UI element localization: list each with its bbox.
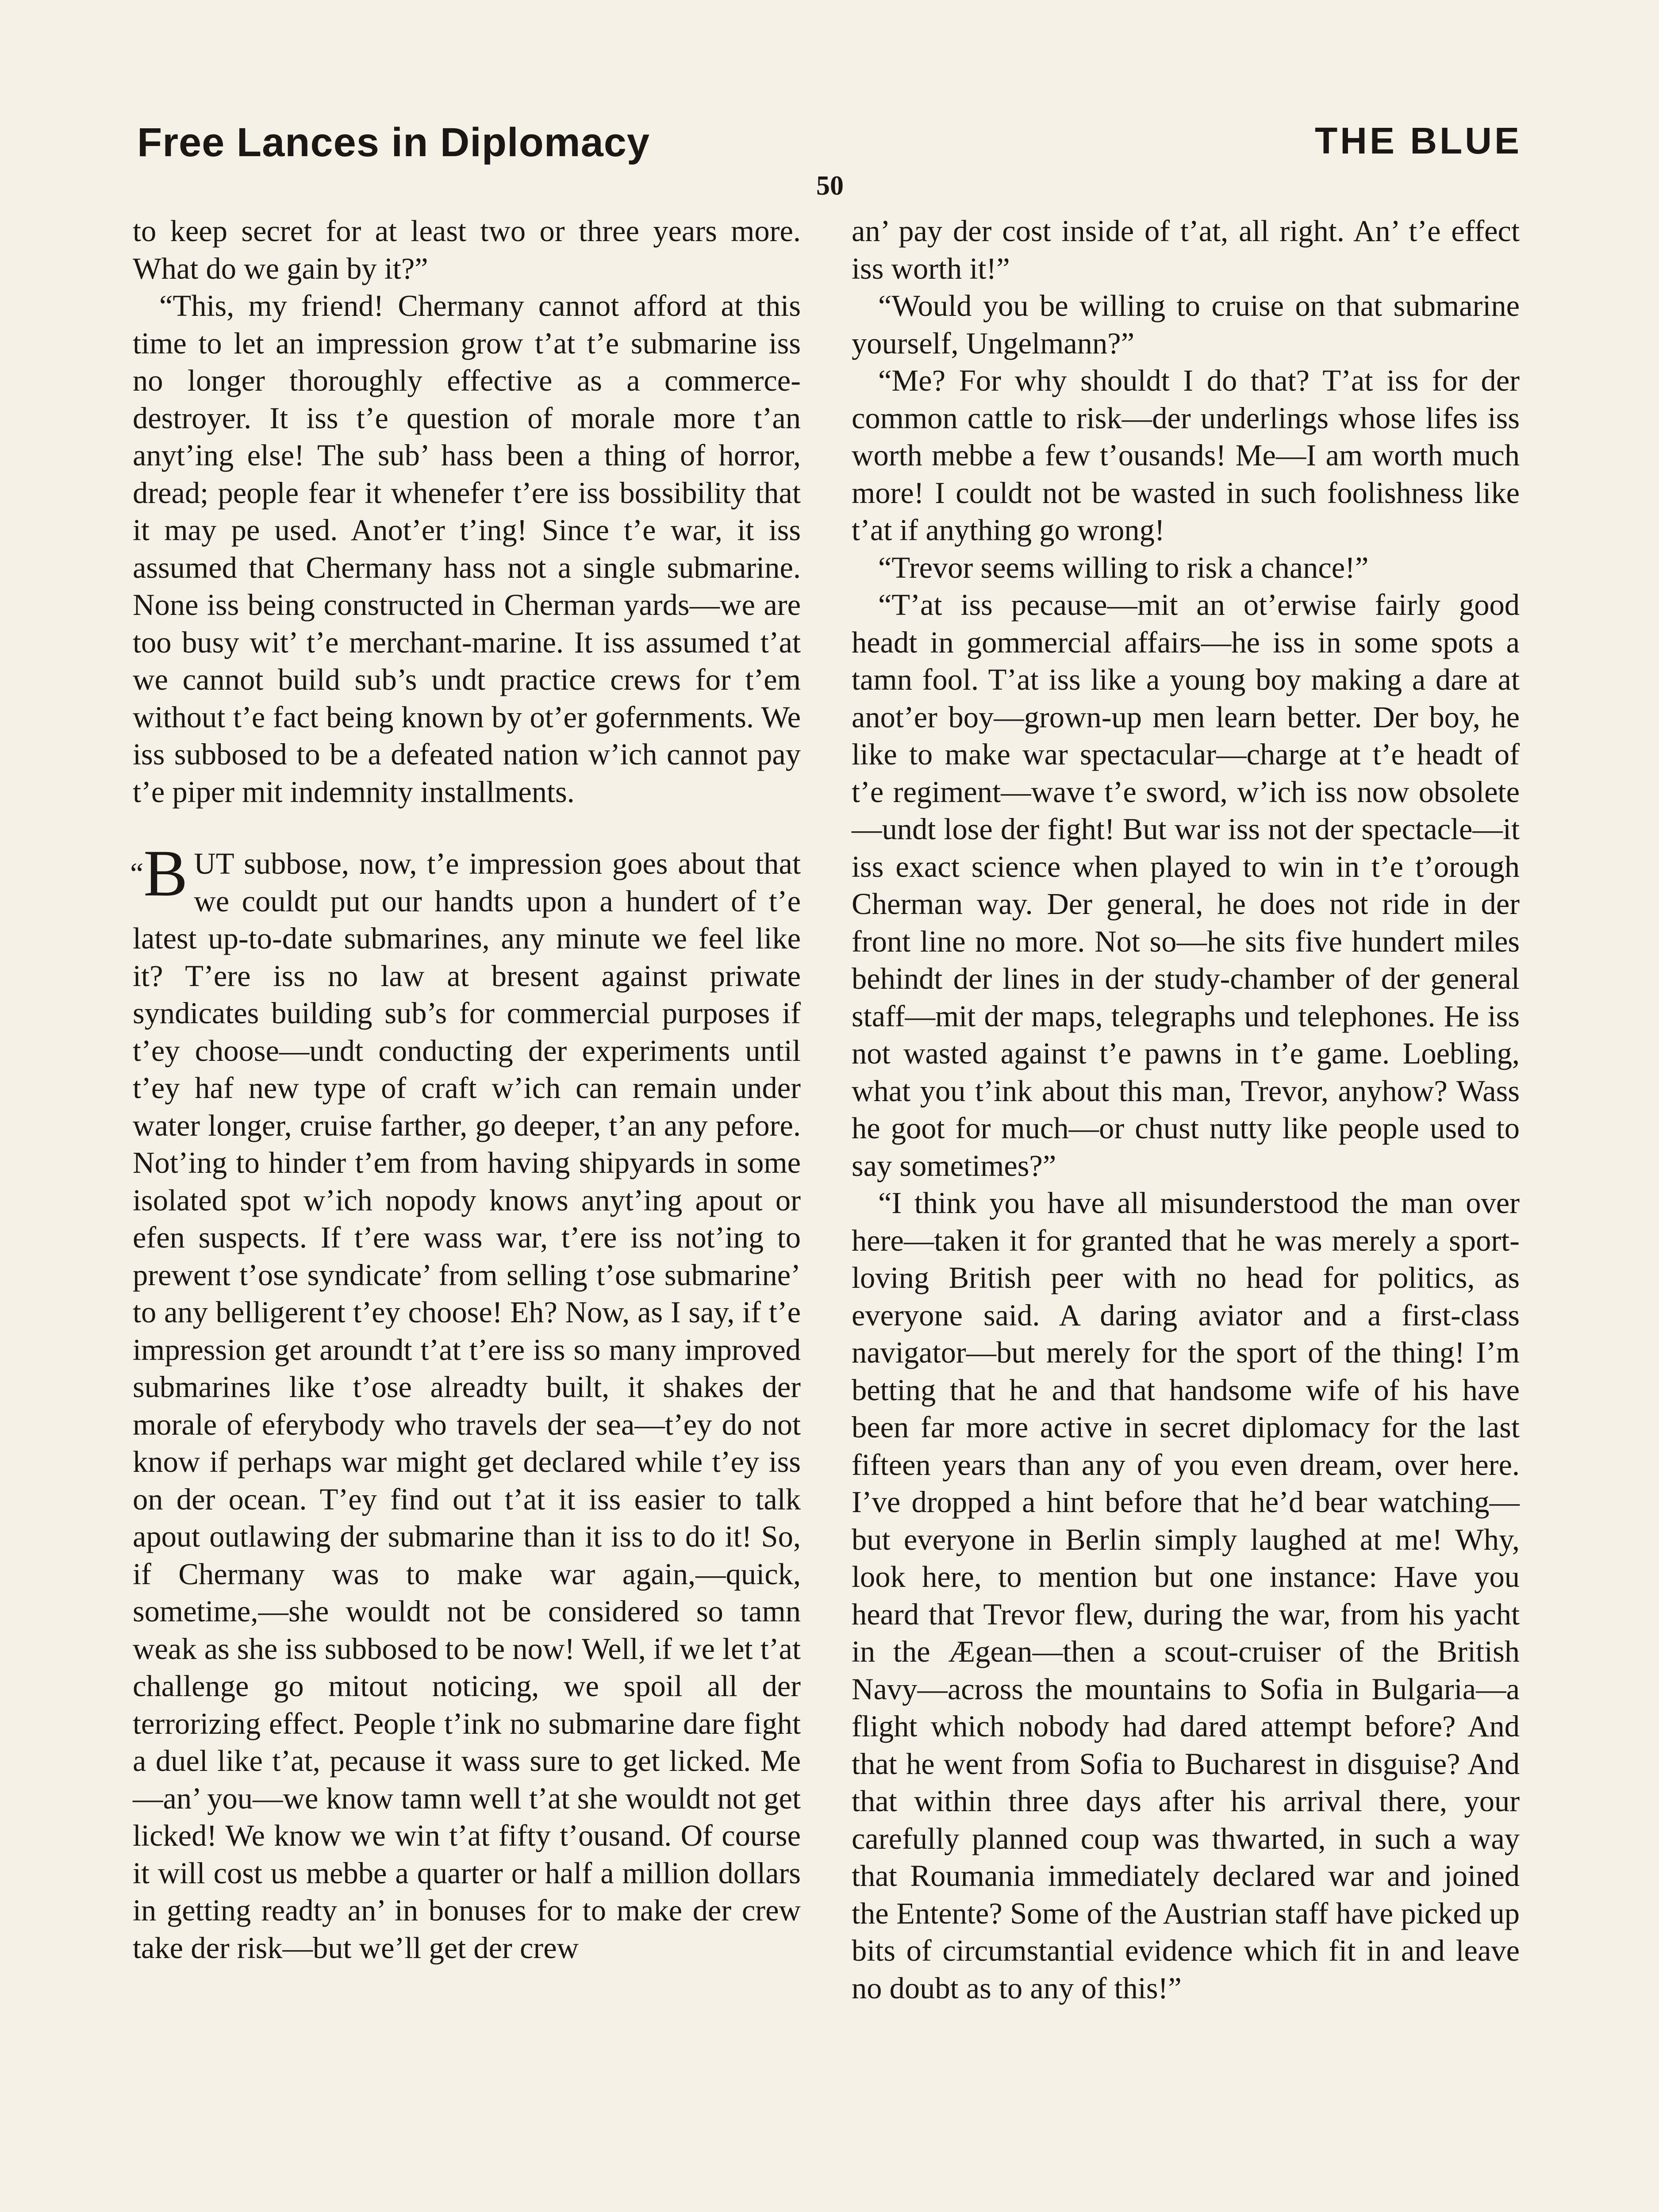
opening-quote: “	[130, 856, 144, 890]
left-column	[130, 212, 801, 1966]
drop-cap-letter: B	[143, 837, 188, 910]
paragraph: to keep secret for at least two or three years more. What do we gain by it?”	[133, 214, 801, 285]
page-number: 50	[816, 171, 844, 201]
paragraph: “This, my friend! Chermany cannot afford at this time to let an impression grow t’at t’e submarine iss no longer thoroughly effective as a commerce-destroyer. It iss t’e question of morale more t’an anyt’ing else! The sub’ hass been a thing of horror, dread; people fear it whenefer t’ere iss bossibility that it may pe used. Anot’er t’ing! Since t’e war, it iss assumed that Chermany hass not a single submarine. None iss being constructed in Cherman yards—we are too busy wit’ t’e merchant-marine. It iss assumed t’at we cannot build sub’s undt practice crews for t’em without t’e fact being known by ot’er gofernments. We iss subbosed to be a defeated nation w’ich cannot pay t’e piper mit indemnity installments.	[133, 289, 801, 809]
paragraph: “Trevor seems willing to risk a chance!”	[878, 550, 1369, 584]
running-title: Free Lances in Diplomacy	[137, 120, 650, 165]
paragraph: “Would you be willing to cruise on that submarine yourself, Ungelmann?”	[852, 289, 1520, 360]
paragraph: “Me? For why shouldt I do that? T’at iss for der common cattle to risk—der underlings whose lifes iss worth mebbe a few t’ousands! Me—I am worth much more! I couldt not be wasted in such foolishness like t’at if anything go wrong!	[852, 364, 1520, 547]
paragraph: “T’at iss pecause—mit an ot’erwise fairly good headt in gommercial affairs—he iss in some spots a tamn fool. T’at iss like a young boy making a dare at anot’er boy—grown-up men learn better. Der boy, he like to make war spectacular—charge at t’e headt of t’e regiment—wave t’e sword, w’ich iss now obsolete—undt lose der fight! But war iss not der spectacle—it iss exact science when played to win in t’e t’orough Cherman way. Der general, he does not ride in der front line no more. Not so—he sits five hundert miles behindt der lines in der study-chamber of der general staff—mit der maps, telegraphs und telephones. He iss not wasted against t’e pawns in t’e game. Loebling, what you t’ink about this man, Trevor, anyhow? Wass he goot for much—or chust nutty like people used to say sometimes?”	[852, 588, 1520, 1183]
paragraph: “I think you have all misunderstood the man over here—taken it for granted that he was merely a sport-loving British peer with no head for politics, as everyone said. A daring aviator and a first-class navigator—but merely for the sport of the thing! I’m betting that he and that handsome wife of his have been far more active in secret diplomacy for the last fifteen years than any of you even dream, over here. I’ve dropped a hint before that he’d bear watching—but everyone in Berlin simply laughed at me! Why, look here, to mention but one instance: Have you heard that Trevor flew, during the war, from his yacht in the Ægean—then a scout-cruiser of the British Navy—across the mountains to Sofia in Bulgaria—a flight which nobody had dared attempt before? And that he went from Sofia to Bucharest in disguise? And that within three days after his arrival there, your carefully planned coup was thwarted, in such a way that Roumania immediately declared war and joined the Entente? Some of the Austrian staff have picked up bits of circumstantial evidence which fit in and leave no doubt as to any of this!”	[852, 1186, 1520, 2005]
section-text: UT subbose, now, t’e impression goes about that we couldt put our handts upon a hundert of t’e latest up-to-date submarines, any minute we feel like it? T’ere iss no law at bresent against priwate syndicates building sub’s for commercial purposes if t’ey choose—undt conducting der experiments until t’ey haf new type of craft w’ich can remain under water longer, cruise farther, go deeper, t’an any pefore. Not’ing to hinder t’em from having shipyards in some isolated spot w’ich nopody knows anyt’ing apout or efen suspects. If t’ere wass war, t’ere iss not’ing to prewent t’ose syndicate’ from selling t’ose submarine’ to any belligerent t’ey choose! Eh? Now, as I say, if t’e impression get aroundt t’at t’ere iss so many improved submarines like t’ose alreadty built, it shakes der morale of eferybody who travels der sea—t’ey do not know if perhaps war might get declared while t’ey iss on der ocean. T’ey find out t’at it iss easier to talk apout outlawing der submarine than it iss to do it! So, if Chermany was to make war again,—quick, sometime,—she wouldt not be considered so tamn weak as she iss subbosed to be now! Well, if we let t’at challenge go mitout noticing, we spoil all der terrorizing effect. People t’ink no submarine dare fight a duel like t’at, pecause it wass sure to get licked. Me—an’ you—we know tamn well t’at she wouldt not get licked! We know we win t’at fifty t’ousand. Of course it will cost us mebbe a quarter or half a million dollars in getting readty an’ in bonuses for to make der crew take der risk—but we’ll get der crew	[133, 847, 801, 1965]
paragraph: an’ pay der cost inside of t’at, all right. An’ t’e effect iss worth it!”	[852, 214, 1520, 285]
section-start-paragraph	[130, 837, 801, 1966]
drop-cap	[130, 837, 188, 910]
right-column	[852, 212, 1520, 2007]
magazine-name: THE BLUE	[1315, 120, 1522, 161]
